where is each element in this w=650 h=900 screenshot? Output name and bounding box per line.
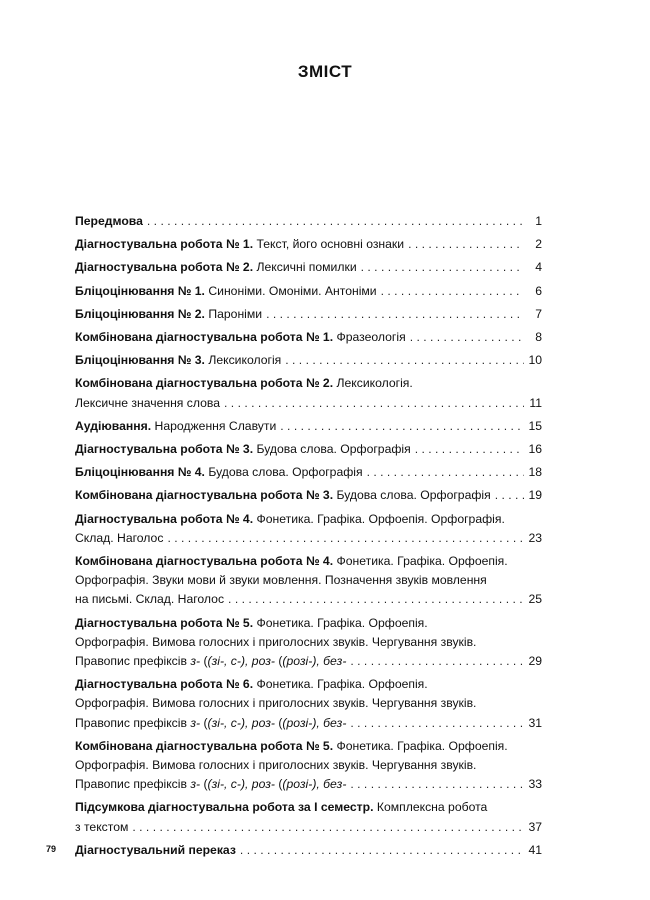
toc-entry[interactable] xyxy=(75,351,542,370)
leader-dots xyxy=(367,463,524,482)
prefix-italic: роз- xyxy=(251,654,275,669)
entry-subtitle-cont: Орфографія. Вимова голосних і приголосних звуків. Чергування звуків. xyxy=(75,634,477,649)
entry-heading: Комбінована діагностувальна робота № 3. xyxy=(75,488,334,503)
entry-heading: Комбінована діагностувальна робота № 5. xyxy=(75,738,334,753)
entry-heading: Бліцоцінювання № 2. xyxy=(75,306,205,321)
entry-subtitle: Фонетика. Графіка. Орфоепія. Орфографія. xyxy=(256,511,505,526)
toc-entry[interactable] xyxy=(75,486,542,505)
table-of-contents xyxy=(75,212,542,864)
toc-entry[interactable]: Діагностувальна робота № 5. Фонетика. Графіка. Орфоепія. Орфографія. Вимова голосних і приголосних звуків. Чергування звуків. Правопис префіксів з- ((зі-, с-), роз- ((розі-), без- . . . 29 xyxy=(75,614,542,672)
prefix-italic: роз- xyxy=(251,715,275,730)
toc-entry[interactable] xyxy=(75,282,542,301)
prefix-italic: без- xyxy=(323,715,347,730)
page-number: 33 xyxy=(528,777,542,792)
toc-entry[interactable] xyxy=(75,235,542,254)
entry-subtitle: Фразеологія xyxy=(336,330,406,345)
leader-dots xyxy=(410,328,524,347)
page-number: 37 xyxy=(528,819,542,834)
entry-subtitle-cont: Правопис префіксів xyxy=(75,715,187,730)
entry-heading: Діагностувальна робота № 5. xyxy=(75,615,254,630)
entry-heading: Бліцоцінювання № 4. xyxy=(75,465,205,480)
entry-subtitle: Текст, його основні ознаки xyxy=(256,237,405,252)
entry-subtitle: Лексикологія xyxy=(208,353,282,368)
leader-dots xyxy=(350,714,524,733)
entry-subtitle: Синоніми. Омоніми. Антоніми xyxy=(208,283,377,298)
entry-heading: Діагностувальна робота № 1. xyxy=(75,237,254,252)
entry-heading: Діагностувальна робота № 4. xyxy=(75,511,254,526)
entry-heading: Комбінована діагностувальна робота № 1. xyxy=(75,330,334,345)
entry-subtitle-cont: Правопис префіксів xyxy=(75,654,187,669)
page-folio-number: 79 xyxy=(46,844,57,854)
prefix-italic: без- xyxy=(323,777,347,792)
toc-entry[interactable]: Діагностувальна робота № 6. Фонетика. Графіка. Орфоепія. Орфографія. Вимова голосних і приголосних звуків. Чергування звуків. Правопис префіксів з- ((зі-, с-), роз- ((розі-), без- . . . 31 xyxy=(75,675,542,733)
entry-subtitle: Фонетика. Графіка. Орфоепія. xyxy=(336,554,508,569)
leader-dots xyxy=(495,486,524,505)
entry-subtitle: Будова слова. Орфографія xyxy=(336,488,491,503)
page-number: 2 xyxy=(535,237,542,252)
prefix-italic: (зі-, с-), xyxy=(207,715,249,730)
leader-dots xyxy=(147,212,524,231)
page-number: 1 xyxy=(535,214,542,228)
leader-dots xyxy=(285,351,524,370)
page-number: 15 xyxy=(528,418,542,433)
page-number: 31 xyxy=(528,715,542,730)
leader-dots xyxy=(228,590,524,609)
entry-heading: Аудіювання. xyxy=(75,418,152,433)
entry-subtitle: Фонетика. Графіка. Орфоепія. xyxy=(256,677,428,692)
leader-dots xyxy=(224,394,524,413)
entry-heading: Комбінована діагностувальна робота № 2. xyxy=(75,376,334,391)
prefix-italic: з- xyxy=(190,654,201,669)
page-number: 4 xyxy=(535,260,542,275)
entry-heading: Бліцоцінювання № 1. xyxy=(75,283,205,298)
entry-heading: Бліцоцінювання № 3. xyxy=(75,353,205,368)
page-number: 29 xyxy=(528,654,542,669)
entry-subtitle-cont: Орфографія. Звуки мови й звуки мовлення. Позначення звуків мовлення xyxy=(75,573,487,588)
entry-subtitle: Лексичні помилки xyxy=(256,260,357,275)
entry-heading: Діагностувальна робота № 6. xyxy=(75,677,254,692)
prefix-italic: (розі-), xyxy=(282,715,320,730)
entry-subtitle: Будова слова. Орфографія xyxy=(208,465,363,480)
page-number: 23 xyxy=(528,530,542,545)
toc-entry[interactable]: Комбінована діагностувальна робота № 5. Фонетика. Графіка. Орфоепія. Орфографія. Вимова голосних і приголосних звуків. Чергування звуків. Правопис префіксів з- ((зі-, с-), роз- ((розі-), без- . . . 33 xyxy=(75,737,542,795)
leader-dots xyxy=(415,440,524,459)
entry-subtitle-cont: Орфографія. Вимова голосних і приголосних звуків. Чергування звуків. xyxy=(75,758,477,773)
prefix-italic: (розі-), xyxy=(282,654,320,669)
leader-dots xyxy=(408,235,524,254)
page-number: 19 xyxy=(528,488,542,503)
leader-dots xyxy=(266,305,524,324)
entry-subtitle: Фонетика. Графіка. Орфоепія. xyxy=(336,738,508,753)
leader-dots xyxy=(167,529,524,548)
leader-dots xyxy=(350,652,524,671)
entry-heading: Підсумкова діагностувальна робота за І семестр. xyxy=(75,800,374,815)
entry-subtitle-cont: Склад. Наголос xyxy=(75,530,164,545)
toc-entry[interactable] xyxy=(75,463,542,482)
toc-entry[interactable] xyxy=(75,328,542,347)
entry-subtitle-cont: на письмі. Склад. Наголос xyxy=(75,592,225,607)
leader-dots xyxy=(361,258,524,277)
page-number: 18 xyxy=(528,465,542,480)
toc-entry[interactable] xyxy=(75,510,542,548)
leader-dots xyxy=(381,282,524,301)
entry-heading: Передмова xyxy=(75,214,143,228)
entry-heading: Діагностувальна робота № 2. xyxy=(75,260,254,275)
page-title: ЗМІСТ xyxy=(297,62,353,81)
page-number: 8 xyxy=(535,330,542,345)
toc-entry[interactable] xyxy=(75,212,542,231)
entry-subtitle: Комплексна робота xyxy=(376,800,488,815)
leader-dots xyxy=(132,818,524,837)
leader-dots xyxy=(280,417,524,436)
prefix-italic: з- xyxy=(190,715,201,730)
entry-subtitle-cont: Правопис префіксів xyxy=(75,777,187,792)
page-number: 11 xyxy=(529,395,542,410)
entry-subtitle-cont: Лексичне значення слова xyxy=(75,395,221,410)
toc-entry[interactable] xyxy=(75,552,542,610)
toc-entry[interactable] xyxy=(75,841,542,860)
prefix-italic: без- xyxy=(323,654,347,669)
toc-entry[interactable] xyxy=(75,374,542,412)
page-number: 16 xyxy=(528,442,542,457)
page-number: 10 xyxy=(528,353,542,368)
entry-subtitle: Будова слова. Орфографія xyxy=(256,442,411,457)
page-number: 41 xyxy=(528,842,542,857)
prefix-italic: (зі-, с-), xyxy=(207,777,249,792)
entry-heading: Діагностувальний переказ xyxy=(75,842,236,857)
toc-entry[interactable] xyxy=(75,258,542,277)
entry-subtitle-cont: Орфографія. Вимова голосних і приголосних звуків. Чергування звуків. xyxy=(75,696,477,711)
toc-entry[interactable] xyxy=(75,305,542,324)
entry-subtitle: Лексикологія. xyxy=(336,376,413,391)
leader-dots xyxy=(350,775,524,794)
entry-subtitle: Фонетика. Графіка. Орфоепія. xyxy=(256,615,428,630)
prefix-italic: з- xyxy=(190,777,201,792)
toc-entry[interactable] xyxy=(75,440,542,459)
page-number: 7 xyxy=(535,306,542,321)
entry-subtitle: Народження Славути xyxy=(154,418,277,433)
leader-dots xyxy=(240,841,524,860)
entry-heading: Комбінована діагностувальна робота № 4. xyxy=(75,554,334,569)
entry-subtitle-cont: з текстом xyxy=(75,819,129,834)
page-number: 25 xyxy=(528,592,542,607)
toc-entry[interactable] xyxy=(75,417,542,436)
toc-entry[interactable] xyxy=(75,798,542,836)
prefix-italic: (розі-), xyxy=(282,777,320,792)
prefix-italic: роз- xyxy=(251,777,275,792)
page-number: 6 xyxy=(535,283,542,298)
entry-subtitle: Пароніми xyxy=(208,306,263,321)
entry-heading: Діагностувальна робота № 3. xyxy=(75,442,254,457)
prefix-italic: (зі-, с-), xyxy=(207,654,249,669)
